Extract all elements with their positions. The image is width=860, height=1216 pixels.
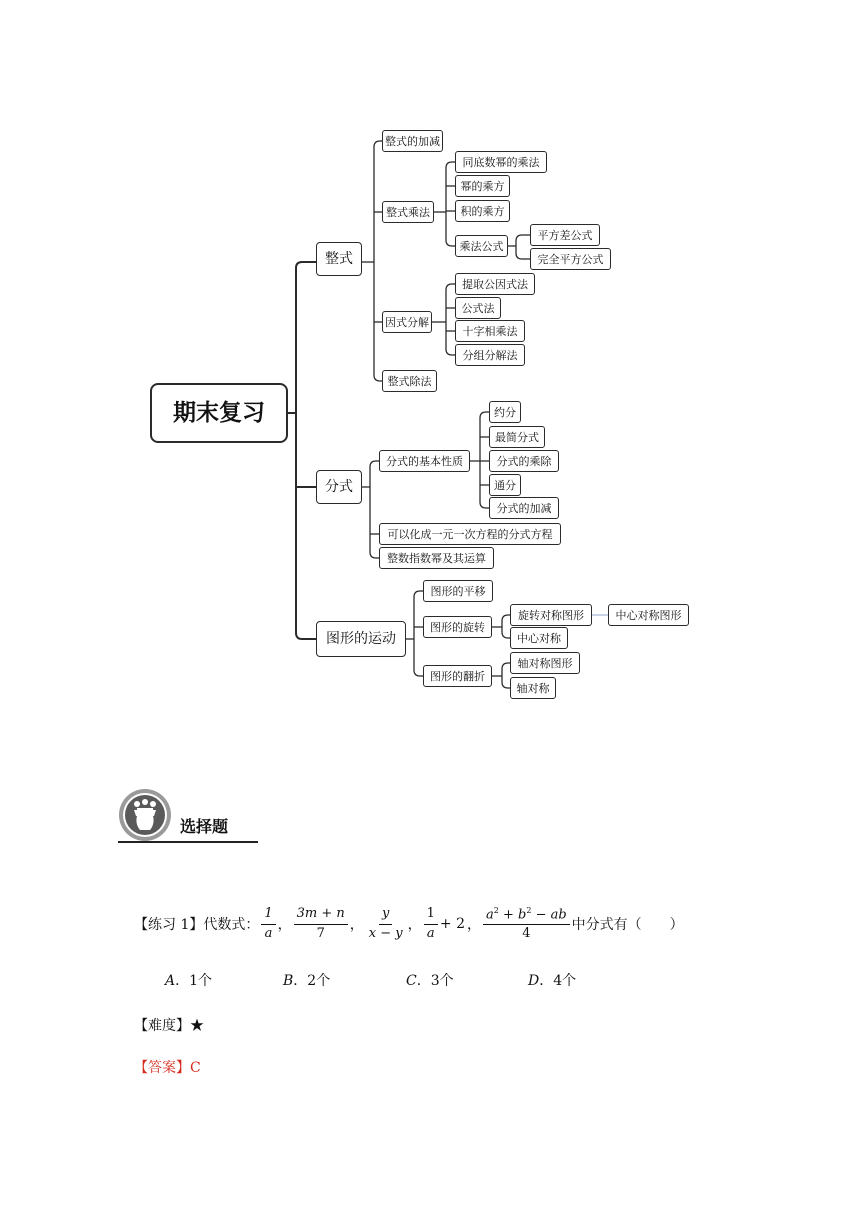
section-title: 选择题	[180, 817, 229, 836]
fraction-1: $\frac{1}{a}$	[261, 907, 275, 941]
node-pingyi: 图形的平移	[423, 580, 493, 602]
difficulty: 【难度】★	[134, 1018, 204, 1034]
node-chengfa-gongshi: 乘法公式	[455, 235, 508, 257]
node-zuijian-fenshi: 最简分式	[489, 426, 545, 448]
separator: ，	[407, 917, 422, 933]
node-zhengshu-zhishu: 整数指数幂及其运算	[379, 547, 494, 569]
node-tuxing-yundong: 图形的运动	[316, 621, 406, 657]
option-a: A．1个	[165, 973, 213, 989]
fraction-2: $\frac{3m + n}{7}$	[294, 907, 348, 941]
node-zhou-duicheng-tuxing: 轴对称图形	[510, 652, 580, 674]
question-label: 【练习 1】代数式：	[134, 917, 260, 933]
separator: ，	[277, 917, 292, 933]
answer-value: C	[190, 1060, 201, 1076]
node-fenshi-fangcheng: 可以化成一元一次方程的分式方程	[379, 523, 561, 545]
mindmap-root: 期末复习	[150, 383, 288, 443]
separator: ，	[467, 917, 481, 933]
node-zhengshi-jiajian: 整式的加减	[382, 130, 443, 152]
node-zhengshi: 整式	[316, 242, 362, 276]
node-ji-chengfang: 积的乘方	[455, 200, 510, 222]
node-zhengshi-chufa: 整式除法	[382, 370, 437, 392]
fraction-3: $\frac{y}{x - y}$	[368, 906, 403, 941]
chess-piece-icon	[118, 788, 172, 842]
node-shizi-xiangcheng: 十字相乘法	[455, 320, 525, 342]
option-b: B．2个	[283, 973, 331, 989]
node-zhongxin-duicheng: 中心对称	[510, 627, 568, 649]
node-fenshi-jiajian: 分式的加减	[489, 497, 559, 519]
node-yinshi-fenjie: 因式分解	[382, 311, 432, 333]
question-tail: 中分式有（ ）	[571, 917, 684, 933]
option-d: D．4个	[528, 973, 577, 989]
node-tiqu-gongyinshi: 提取公因式法	[455, 273, 535, 295]
section-divider	[118, 841, 258, 843]
node-tongdishu: 同底数幂的乘法	[455, 151, 547, 173]
difficulty-stars: ★	[190, 1018, 204, 1034]
node-gongshifa: 公式法	[455, 297, 501, 319]
node-fenzu-fenjie: 分组分解法	[455, 344, 525, 366]
node-tongfen: 通分	[489, 474, 521, 496]
node-yuefen: 约分	[489, 401, 521, 423]
fraction-5: $\frac{a^2 + b^2 - ab}{4}$	[483, 907, 570, 942]
node-xuanzhuan: 图形的旋转	[423, 616, 492, 638]
node-zhengshi-chengfa: 整式乘法	[382, 201, 434, 223]
node-zhou-duicheng: 轴对称	[510, 677, 556, 699]
question-1	[134, 904, 684, 944]
node-zhongxin-duicheng-tuxing: 中心对称图形	[608, 604, 689, 626]
node-wanquan-pingfang: 完全平方公式	[530, 248, 611, 270]
node-fenshi-jiben: 分式的基本性质	[379, 450, 470, 472]
fraction-4: $\frac{1}{a}$	[424, 907, 438, 941]
node-pingfangcha: 平方差公式	[530, 224, 600, 246]
node-fenshi-chengchu: 分式的乘除	[489, 450, 559, 472]
node-mi-chengfang: 幂的乘方	[455, 175, 510, 197]
node-fenshi: 分式	[316, 470, 362, 504]
node-xuanzhuan-duicheng: 旋转对称图形	[510, 604, 592, 626]
node-fanzhe: 图形的翻折	[423, 665, 492, 687]
option-c: C．3个	[406, 973, 454, 989]
answer: 【答案】C	[134, 1060, 201, 1076]
fraction-4-tail: + 2	[439, 916, 465, 932]
separator: ，	[349, 917, 364, 933]
